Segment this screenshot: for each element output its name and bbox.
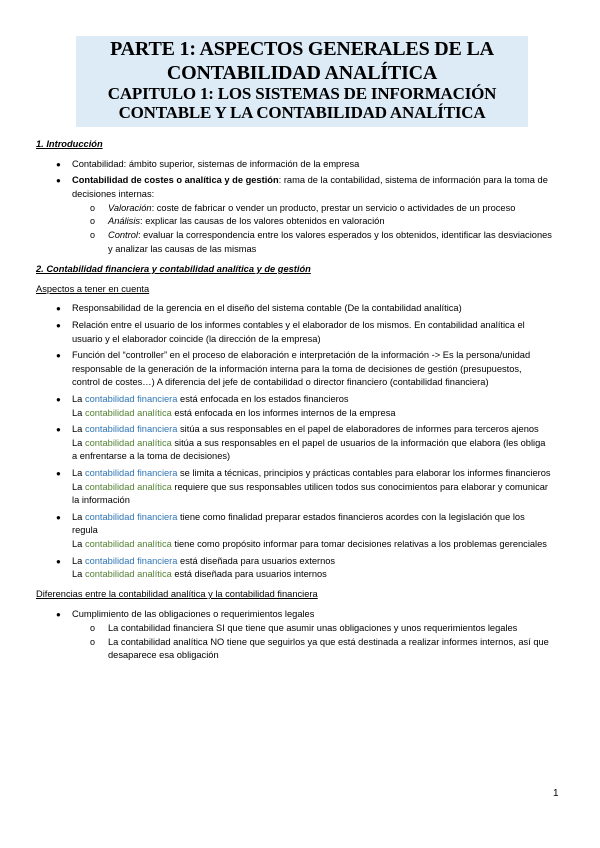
- list-item: ● Cumplimiento de las obligaciones o requerimientos legales o La contabilidad financiera SI que tiene que asumir unas obligaciones y unos requerimientos legales o La contabilidad analítica NO tiene que seguirlos ya que está destinada a realizar informes internos, así que desaparece esa obligación: [0, 608, 600, 663]
- sub-list: [72, 202, 552, 257]
- bullet-icon: ●: [56, 320, 61, 330]
- bullet-icon: ●: [56, 304, 61, 314]
- bullet-icon: ●: [56, 556, 61, 566]
- section-2-list: [0, 302, 600, 582]
- sub-list: [72, 622, 552, 663]
- circle-bullet-icon: o: [90, 216, 96, 227]
- content: [0, 132, 600, 666]
- bullet-icon: ●: [56, 512, 61, 522]
- bullet-icon: ●: [56, 424, 61, 434]
- title-box: [76, 36, 528, 127]
- sub-list-item: o Control: evaluar la correspondencia entre los valores esperados y los obtenidos, identificar las desviaciones y analizar las causas de las mismas: [90, 230, 552, 255]
- circle-bullet-icon: o: [90, 230, 96, 241]
- list-item: ● Contabilidad de costes o analítica y de gestión: rama de la contabilidad, sistema de información para la toma de decisiones internas: o Valoración: coste de fabricar o vender un producto, prestar un servicio o actividades de un proceso o Análisis: explicar las causas de los valores obtenidos en valoración o Control: evaluar la correspondencia entre los valores esperados y los obtenidos, identificar las desviaciones y analizar las causas de las mismas: [0, 174, 600, 257]
- bullet-icon: ●: [56, 468, 61, 478]
- bullet-icon: ●: [56, 159, 61, 169]
- list-item: ● Contabilidad: ámbito superior, sistemas de información de la empresa: [0, 158, 600, 172]
- list-item: ● La contabilidad financiera tiene como finalidad preparar estados financieros acordes con la legislación que los regula La contabilidad analítica tiene como propósito informar para tomar decisiones relativas a los problemas gerenciales: [56, 511, 547, 550]
- list-item: ● La contabilidad financiera sitúa a sus responsables en el papel de elaboradores de informes para terceros ajenos La contabilidad analítica sitúa a sus responsables en el papel de usuarios de la información que elabora (les obliga a enfrentarse a la toma de decisiones): [56, 423, 546, 462]
- title-line-1: PARTE 1: ASPECTOS GENERALES DE LA: [110, 38, 494, 60]
- title-line-2: CONTABILIDAD ANALÍTICA: [166, 62, 438, 84]
- section-2-heading: 2. Contabilidad financiera y contabilidad analítica y de gestión: [36, 263, 311, 274]
- chapter-line-1: CAPITULO 1: LOS SISTEMAS DE INFORMACIÓN: [107, 84, 497, 103]
- section-3-list: [0, 608, 600, 663]
- list-item: ● Responsabilidad de la gerencia en el diseño del sistema contable (De la contabilidad analítica): [0, 302, 600, 316]
- list-item: ● La contabilidad financiera está enfocada en los estados financieros La contabilidad analítica está enfocada en los informes internos de la empresa: [56, 393, 396, 418]
- list-item: ● La contabilidad financiera se limita a técnicas, principios y prácticas contables para elaborar los informes financieros La contabilidad analítica requiere que sus responsables utilicen todos sus conocimientos para elaborar y comunicar la información: [56, 467, 551, 506]
- section-1-list: [0, 158, 600, 257]
- chapter-line-2: CONTABLE Y LA CONTABILIDAD ANALÍTICA: [118, 103, 486, 122]
- sub-list-item: o Análisis: explicar las causas de los valores obtenidos en valoración: [72, 215, 552, 229]
- sub-list-item: o La contabilidad financiera SI que tiene que asumir unas obligaciones y unos requerimientos legales: [72, 622, 552, 636]
- section-1-heading: 1. Introducción: [36, 139, 103, 149]
- circle-bullet-icon: o: [90, 636, 96, 647]
- circle-bullet-icon: o: [90, 202, 96, 213]
- list-item: ● Función del “controller” en el proceso de elaboración e interpretación de la información -> Es la persona/unidad responsable de la generación de la información interna para la toma de decisiones de gestión (presupuestos, control de costes…) A diferencia del jefe de contabilidad o director financiero (contabilidad financiera): [56, 349, 531, 388]
- bullet-icon: ●: [56, 176, 61, 186]
- page-number: 1: [553, 788, 559, 799]
- list-item: ● La contabilidad financiera está diseñada para usuarios externos La contabilidad analítica está diseñada para usuarios internos: [56, 555, 336, 580]
- bullet-icon: ●: [56, 609, 61, 619]
- sub-list-item: o La contabilidad analítica NO tiene que seguirlos ya que está destinada a realizar informes internos, así que desaparece esa obligación: [90, 636, 549, 661]
- bullet-icon: ●: [56, 350, 61, 360]
- section-3-subheading: Diferencias entre la contabilidad analítica y la contabilidad financiera: [36, 589, 318, 600]
- section-2-subheading: Aspectos a tener en cuenta: [36, 283, 150, 294]
- list-item: ● Relación entre el usuario de los informes contables y el elaborador de los mismos. En contabilidad analítica el usuario y el elaborador coincide (la dirección de la empresa): [56, 319, 525, 344]
- bullet-icon: ●: [56, 394, 61, 404]
- sub-list-item: o Valoración: coste de fabricar o vender un producto, prestar un servicio o actividades de un proceso: [72, 202, 552, 216]
- circle-bullet-icon: o: [90, 622, 96, 633]
